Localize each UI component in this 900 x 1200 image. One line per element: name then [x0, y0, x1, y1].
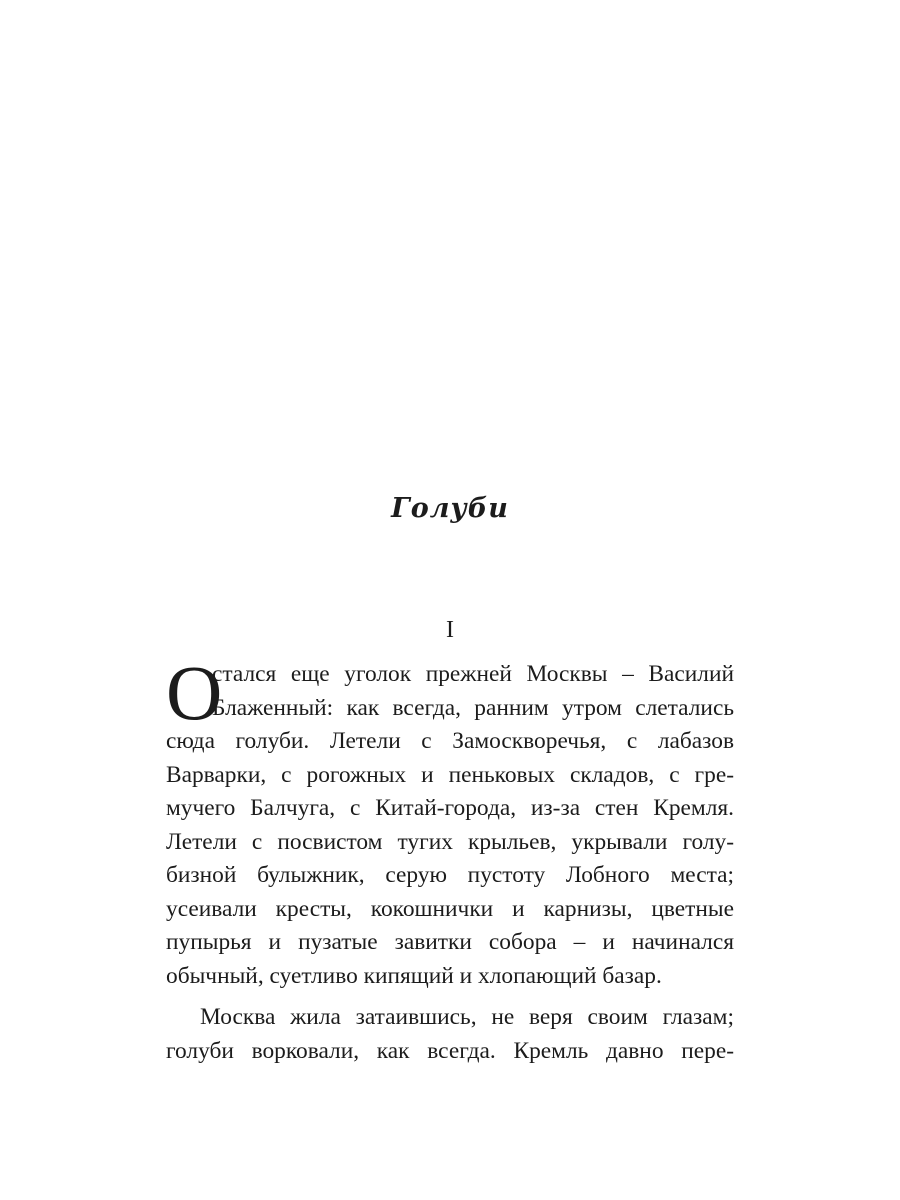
story-body [166, 649, 734, 1068]
text-line: Летели с посвистом тугих крыльев, укрывали голу- [166, 828, 734, 855]
text-line: пупырья и пузатые завитки собора – и начинался [166, 929, 734, 955]
text-line: усеивали кресты, кокошнички и карнизы, цветные [166, 895, 734, 922]
chapter-number: I [446, 617, 454, 643]
paragraph-2 [166, 1001, 734, 1068]
drop-cap: О [166, 649, 223, 736]
paragraph-spacer [166, 993, 734, 1001]
text-line: мучего Балчуга, с Китай-города, из-за стен Кремля. [166, 795, 734, 821]
text-line: обычный, суетливо кипящий и хлопающий базар. [166, 962, 662, 989]
text-line: Блаженный: как всегда, ранним утром слетались [212, 694, 734, 721]
text-line: бизной булыжник, серую пустоту Лобного места; [166, 862, 734, 888]
text-line: Варварки, с рогожных и пеньковых складов, с гре- [166, 761, 734, 788]
text-line: Москва жила затаившись, не веря своим глазам; [200, 1004, 734, 1030]
text-line: стался еще уголок прежней Москвы – Василий [212, 661, 734, 687]
story-title: Голуби [391, 493, 509, 524]
paragraph-1 [166, 649, 734, 993]
text-line: сюда голуби. Летели с Замоскворечья, с лабазов [166, 728, 734, 754]
text-line: голуби ворковали, как всегда. Кремль давно пере- [166, 1037, 734, 1064]
